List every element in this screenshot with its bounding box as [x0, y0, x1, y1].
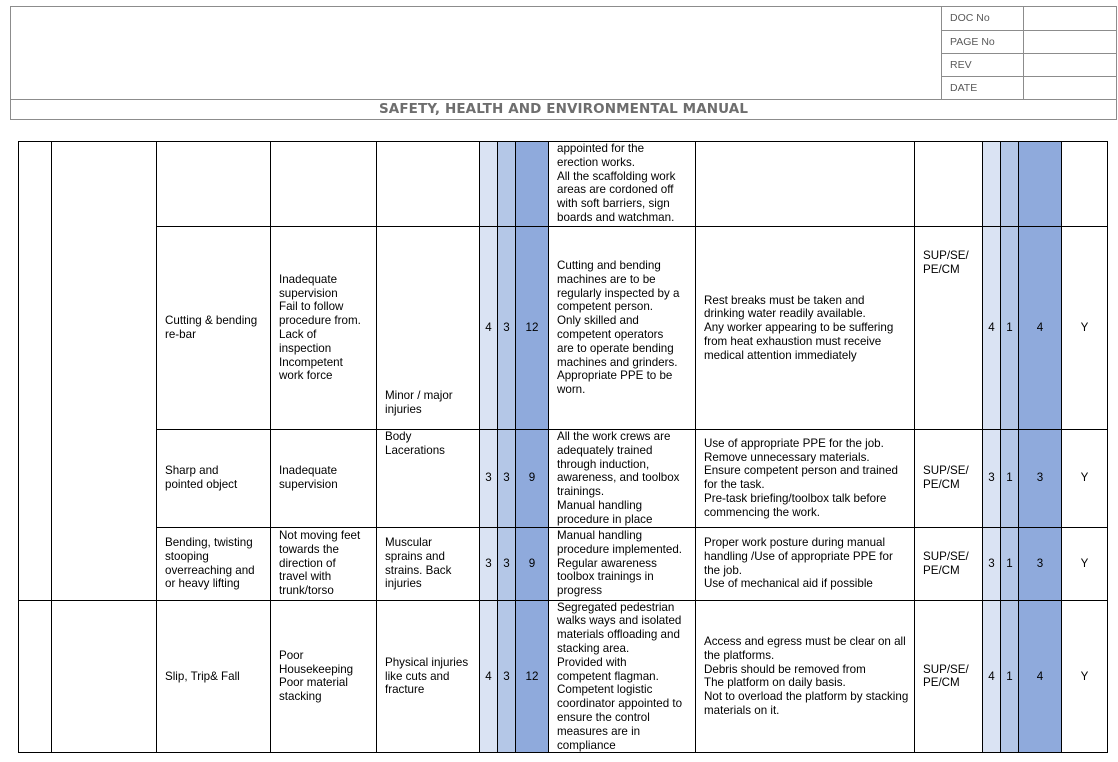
severity-cell: 3 — [498, 527, 516, 600]
meta-label-page-no: PAGE No — [942, 30, 1024, 53]
hazard-cell: Slip, Trip& Fall — [157, 600, 271, 753]
meta-label-doc-no: DOC No — [942, 7, 1024, 30]
meta-value-page-no — [1023, 30, 1117, 53]
meta-row-date — [942, 76, 1118, 99]
residual-risk-cell: 4 — [1019, 227, 1062, 430]
hazard-cell: Cutting & bending re-bar — [157, 227, 271, 430]
residual-likelihood-cell: 4 — [983, 600, 1001, 753]
control-measures-cell: All the work crews are adequately trained through induction, awareness, and toolbox trainings. Manual handling procedure in place — [549, 430, 696, 528]
likelihood-cell: 4 — [480, 600, 498, 753]
serial-cell — [19, 600, 52, 753]
risk-rating-cell: 12 — [516, 227, 549, 430]
manual-title: SAFETY, HEALTH AND ENVIRONMENTAL MANUAL — [378, 101, 749, 117]
table-row — [19, 142, 1108, 227]
additional-controls-cell: Rest breaks must be taken and drinking water readily available. Any worker appearing to be suffering from heat exhaustion must receive medical attention immediately — [696, 227, 915, 430]
meta-row-doc-no — [942, 7, 1118, 30]
activity-cell — [52, 600, 157, 753]
severity-cell: 3 — [498, 227, 516, 430]
residual-risk-cell: 4 — [1019, 600, 1062, 753]
residual-risk-cell: 3 — [1019, 430, 1062, 528]
additional-controls-cell — [696, 142, 915, 227]
header-divider — [11, 99, 1116, 100]
meta-label-date: DATE — [942, 76, 1024, 99]
meta-value-date — [1023, 76, 1117, 99]
control-measures-cell: Segregated pedestrian walks ways and isolated materials offloading and stacking area. Provided with competent flagman. Competent logistic coordinator appointed to ensure the control measures are in compliance — [549, 600, 696, 753]
residual-severity-cell — [1001, 142, 1019, 227]
meta-label-rev: REV — [942, 53, 1024, 76]
control-measures-cell: Manual handling procedure implemented. Regular awareness toolbox trainings in progress — [549, 527, 696, 600]
responsible-cell: SUP/SE/ PE/CM — [915, 430, 983, 528]
responsible-cell: SUP/SE/ PE/CM — [915, 527, 983, 600]
consequence-cell: Physical injuries like cuts and fracture — [377, 600, 480, 753]
consequence-cell: Body Lacerations — [377, 430, 480, 528]
risk-rating-cell: 9 — [516, 430, 549, 528]
table-row — [19, 527, 1108, 600]
cause-cell: Not moving feet towards the direction of travel with trunk/torso — [271, 527, 377, 600]
acceptable-cell: Y — [1062, 600, 1108, 753]
table-row — [19, 227, 1108, 430]
residual-severity-cell: 1 — [1001, 227, 1019, 430]
consequence-cell — [377, 142, 480, 227]
cause-cell: Poor Housekeeping Poor material stacking — [271, 600, 377, 753]
acceptable-cell: Y — [1062, 227, 1108, 430]
residual-severity-cell: 1 — [1001, 527, 1019, 600]
residual-likelihood-cell: 4 — [983, 227, 1001, 430]
likelihood-cell: 3 — [480, 527, 498, 600]
residual-severity-cell: 1 — [1001, 430, 1019, 528]
hazard-cell: Bending, twisting stooping overreaching and or heavy lifting — [157, 527, 271, 600]
responsible-cell — [915, 142, 983, 227]
severity-cell: 3 — [498, 430, 516, 528]
acceptable-cell: Y — [1062, 430, 1108, 528]
residual-likelihood-cell — [983, 142, 1001, 227]
acceptable-cell — [1062, 142, 1108, 227]
likelihood-cell — [480, 142, 498, 227]
residual-likelihood-cell: 3 — [983, 527, 1001, 600]
consequence-cell: Muscular sprains and strains. Back injuries — [377, 527, 480, 600]
cause-cell — [271, 142, 377, 227]
additional-controls-cell: Use of appropriate PPE for the job. Remove unnecessary materials. Ensure competent person and trained for the task. Pre-task briefing/toolbox talk before commencing the work. — [696, 430, 915, 528]
additional-controls-cell: Proper work posture during manual handling /Use of appropriate PPE for the job. Use of mechanical aid if possible — [696, 527, 915, 600]
residual-risk-cell: 3 — [1019, 527, 1062, 600]
responsible-cell: SUP/SE/ PE/CM — [915, 600, 983, 753]
likelihood-cell: 3 — [480, 430, 498, 528]
hazard-cell: Sharp and pointed object — [157, 430, 271, 528]
risk-rating-cell: 9 — [516, 527, 549, 600]
meta-value-rev — [1023, 53, 1117, 76]
cause-cell: Inadequate supervision — [271, 430, 377, 528]
responsible-cell: SUP/SE/ PE/CM — [915, 227, 983, 430]
residual-likelihood-cell: 3 — [983, 430, 1001, 528]
meta-value-doc-no — [1023, 7, 1117, 30]
table-row — [19, 430, 1108, 528]
cause-cell: Inadequate supervision Fail to follow procedure from. Lack of inspection Incompetent work force — [271, 227, 377, 430]
risk-rating-cell: 12 — [516, 600, 549, 753]
acceptable-cell: Y — [1062, 527, 1108, 600]
meta-row-rev — [942, 53, 1118, 76]
control-measures-cell: appointed for the erection works. All the scaffolding work areas are cordoned off with soft barriers, sign boards and watchman. — [549, 142, 696, 227]
severity-cell: 3 — [498, 600, 516, 753]
consequence-cell: Minor / major injuries — [377, 227, 480, 430]
risk-assessment-table — [18, 141, 1108, 753]
hazard-cell — [157, 142, 271, 227]
meta-row-page-no — [942, 30, 1118, 53]
risk-rating-cell — [516, 142, 549, 227]
table-row — [19, 600, 1108, 753]
document-meta-table — [941, 7, 1117, 100]
residual-risk-cell — [1019, 142, 1062, 227]
additional-controls-cell: Access and egress must be clear on all the platforms. Debris should be removed from The platform on daily basis. Not to overload the platform by stacking materials on it. — [696, 600, 915, 753]
likelihood-cell: 4 — [480, 227, 498, 430]
document-header — [10, 6, 1117, 120]
control-measures-cell: Cutting and bending machines are to be regularly inspected by a competent person. Only skilled and competent operators are to operate bending machines and grinders. Appropriate PPE to be worn. — [549, 227, 696, 430]
severity-cell — [498, 142, 516, 227]
residual-severity-cell: 1 — [1001, 600, 1019, 753]
serial-cell — [19, 142, 52, 601]
activity-cell — [52, 142, 157, 601]
